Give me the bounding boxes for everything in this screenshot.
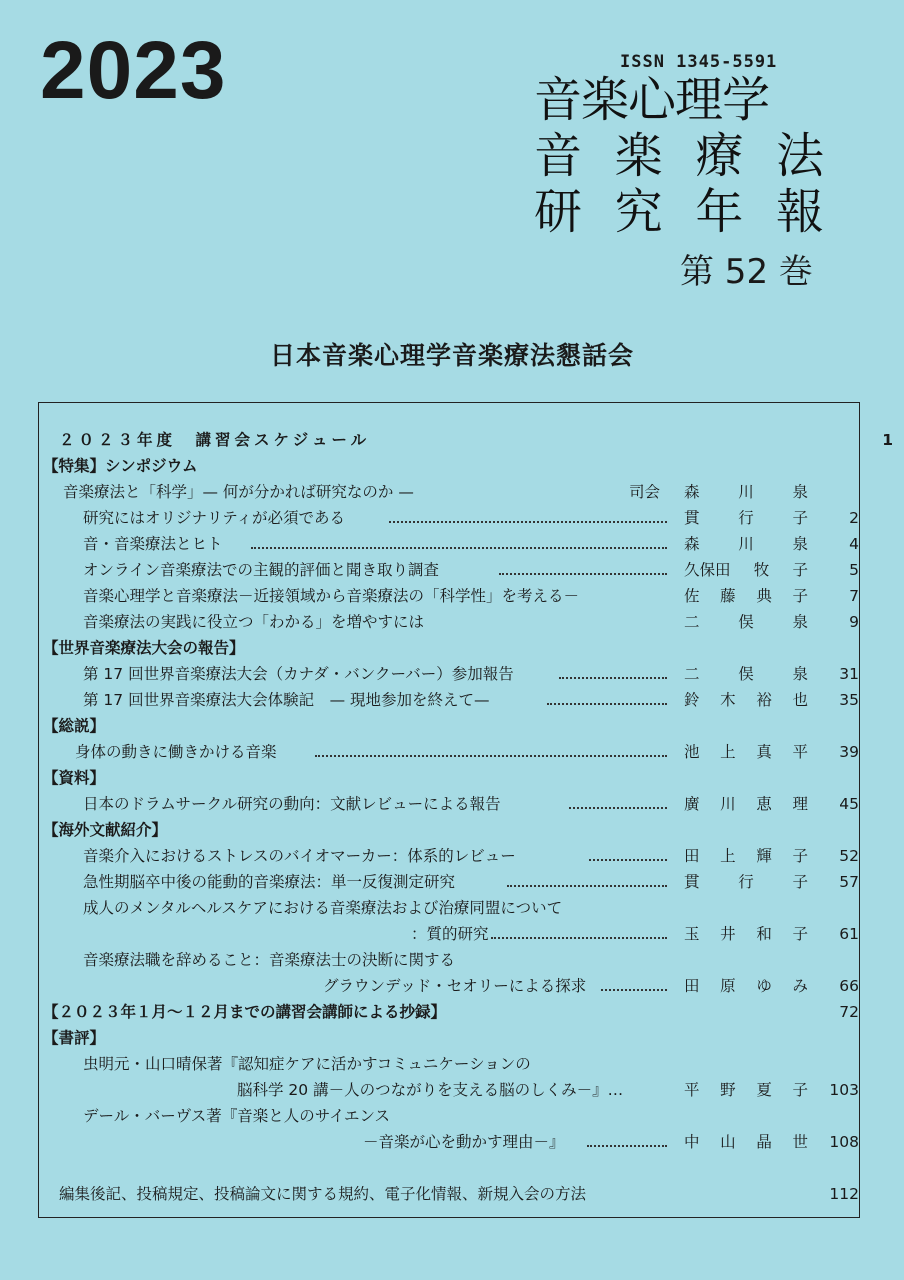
toc-page: 7 bbox=[849, 587, 859, 605]
toc-title-line: 音楽療法職を辞めること：音楽療法士の決断に関する bbox=[83, 951, 456, 969]
journal-title-line-2: 音 楽 療 法 bbox=[534, 128, 824, 184]
toc-entry bbox=[59, 1181, 859, 1207]
toc-section: 【特集】シンポジウム bbox=[43, 457, 198, 475]
toc-author: 二 俣 泉 bbox=[684, 665, 808, 683]
toc-entry bbox=[43, 999, 859, 1025]
toc-title: 音楽介入におけるストレスのバイオマーカー：体系的レビュー bbox=[83, 847, 516, 865]
toc-section: 【資料】 bbox=[43, 769, 106, 787]
toc-entry bbox=[39, 583, 859, 609]
toc-author: 佐 藤 典 子 bbox=[684, 587, 808, 605]
toc-page: 108 bbox=[829, 1133, 859, 1151]
toc-entry bbox=[39, 531, 859, 557]
toc-chair: 司会 bbox=[629, 483, 661, 501]
toc-section: 【世界音楽療法大会の報告】 bbox=[43, 639, 245, 657]
year: 2023 bbox=[40, 25, 227, 116]
journal-title-line-3: 研 究 年 報 bbox=[534, 184, 824, 240]
toc-title: オンライン音楽療法での主観的評価と聞き取り調査 bbox=[83, 561, 440, 579]
journal-title-line-1: 音 楽 心 理 学 bbox=[534, 72, 770, 128]
toc-entry bbox=[39, 791, 859, 817]
toc-entry bbox=[59, 427, 897, 453]
toc-author: 貫 行 子 bbox=[684, 509, 808, 527]
toc-page: 1 bbox=[882, 431, 897, 449]
toc-title: 音楽療法の実践に役立つ「わかる」を増やすには bbox=[83, 613, 425, 631]
toc-title: 音・音楽療法とヒト bbox=[83, 535, 223, 553]
toc-page: 5 bbox=[849, 561, 859, 579]
toc-title: 音楽心理学と音楽療法－近接領域から音楽療法の「科学性」を考える－ bbox=[83, 587, 580, 605]
toc-entry bbox=[39, 843, 859, 869]
toc-title: グラウンデッド・セオリーによる探求 bbox=[323, 977, 587, 995]
toc-entry bbox=[39, 739, 859, 765]
issn: ISSN 1345-5591 bbox=[620, 52, 778, 72]
toc-page: 45 bbox=[839, 795, 859, 813]
society-name: 日本音楽心理学音楽療法懇話会 bbox=[269, 341, 634, 370]
toc-entry bbox=[39, 661, 859, 687]
toc-page: 35 bbox=[839, 691, 859, 709]
toc-title: ：質的研究 bbox=[411, 925, 489, 943]
toc-page: 39 bbox=[839, 743, 859, 761]
toc-title: 第 17 回世界音楽療法大会（カナダ・バンクーバー）参加報告 bbox=[83, 665, 514, 683]
toc-section: 【書評】 bbox=[43, 1029, 106, 1047]
toc-page: 31 bbox=[839, 665, 859, 683]
toc-author: 平 野 夏 子 bbox=[684, 1081, 808, 1099]
toc-section: 【総説】 bbox=[43, 717, 106, 735]
toc-author: 二 俣 泉 bbox=[684, 613, 808, 631]
toc-title: 脳科学 20 講－人のつながりを支える脳のしくみ－』… bbox=[237, 1081, 624, 1099]
toc-author: 貫 行 子 bbox=[684, 873, 808, 891]
volume: 第 52 巻 bbox=[680, 252, 813, 292]
toc-page: 72 bbox=[839, 1003, 859, 1021]
toc-page: 66 bbox=[839, 977, 859, 995]
toc-author: 田 原 ゆ み bbox=[684, 977, 808, 995]
toc-entry bbox=[39, 1077, 859, 1103]
toc-page: 61 bbox=[839, 925, 859, 943]
toc-title: －音楽が心を動かす理由－』 bbox=[363, 1133, 565, 1151]
toc-title: 日本のドラムサークル研究の動向：文献レビューによる報告 bbox=[83, 795, 501, 813]
table-of-contents bbox=[38, 402, 897, 1218]
toc-title: 音楽療法と「科学」— 何が分かれば研究なのか — bbox=[63, 483, 414, 501]
toc-section: 【海外文献紹介】 bbox=[43, 821, 168, 839]
toc-title-line: デール・バーヴス著『音楽と人のサイエンス bbox=[83, 1107, 391, 1125]
toc-entry bbox=[39, 1129, 859, 1155]
toc-title: 第 17 回世界音楽療法大会体験記 — 現地参加を終えて— bbox=[83, 691, 490, 709]
toc-title: 身体の動きに働きかける音楽 bbox=[75, 743, 277, 761]
toc-author: 鈴 木 裕 也 bbox=[684, 691, 808, 709]
toc-page: 4 bbox=[849, 535, 859, 553]
toc-title: 編集後記、投稿規定、投稿論文に関する規約、電子化情報、新規入会の方法 bbox=[59, 1185, 587, 1203]
toc-title: 研究にはオリジナリティが必須である bbox=[83, 509, 345, 527]
toc-author: 玉 井 和 子 bbox=[684, 925, 808, 943]
toc-entry bbox=[39, 479, 859, 505]
toc-title: ２０２３年度 講習会スケジュール bbox=[59, 431, 371, 449]
toc-author: 廣 川 恵 理 bbox=[684, 795, 808, 813]
toc-author: 田 上 輝 子 bbox=[684, 847, 808, 865]
toc-entry bbox=[39, 609, 859, 635]
toc-author: 森 川 泉 bbox=[684, 483, 808, 501]
toc-page: 52 bbox=[839, 847, 859, 865]
toc-entry bbox=[39, 557, 859, 583]
toc-title-line: 虫明元・山口晴保著『認知症ケアに活かすコミュニケーションの bbox=[83, 1055, 531, 1073]
toc-author: 池 上 真 平 bbox=[684, 743, 808, 761]
toc-entry bbox=[39, 687, 859, 713]
toc-author: 久保田 牧 子 bbox=[684, 561, 808, 579]
toc-author: 中 山 晶 世 bbox=[684, 1133, 808, 1151]
toc-entry bbox=[39, 921, 859, 947]
toc-page: 2 bbox=[849, 509, 859, 527]
toc-title-line: 成人のメンタルヘルスケアにおける音楽療法および治療同盟について bbox=[83, 899, 563, 917]
toc-entry bbox=[39, 973, 859, 999]
toc-page: 9 bbox=[849, 613, 859, 631]
toc-author: 森 川 泉 bbox=[684, 535, 808, 553]
toc-page: 112 bbox=[829, 1185, 859, 1203]
toc-page: 57 bbox=[839, 873, 859, 891]
toc-title: 急性期脳卒中後の能動的音楽療法：単一反復測定研究 bbox=[83, 873, 456, 891]
toc-page: 103 bbox=[829, 1081, 859, 1099]
toc-title: 【２０２３年１月～１２月までの講習会講師による抄録】 bbox=[43, 1003, 447, 1021]
toc-entry bbox=[39, 869, 859, 895]
toc-entry bbox=[39, 505, 859, 531]
